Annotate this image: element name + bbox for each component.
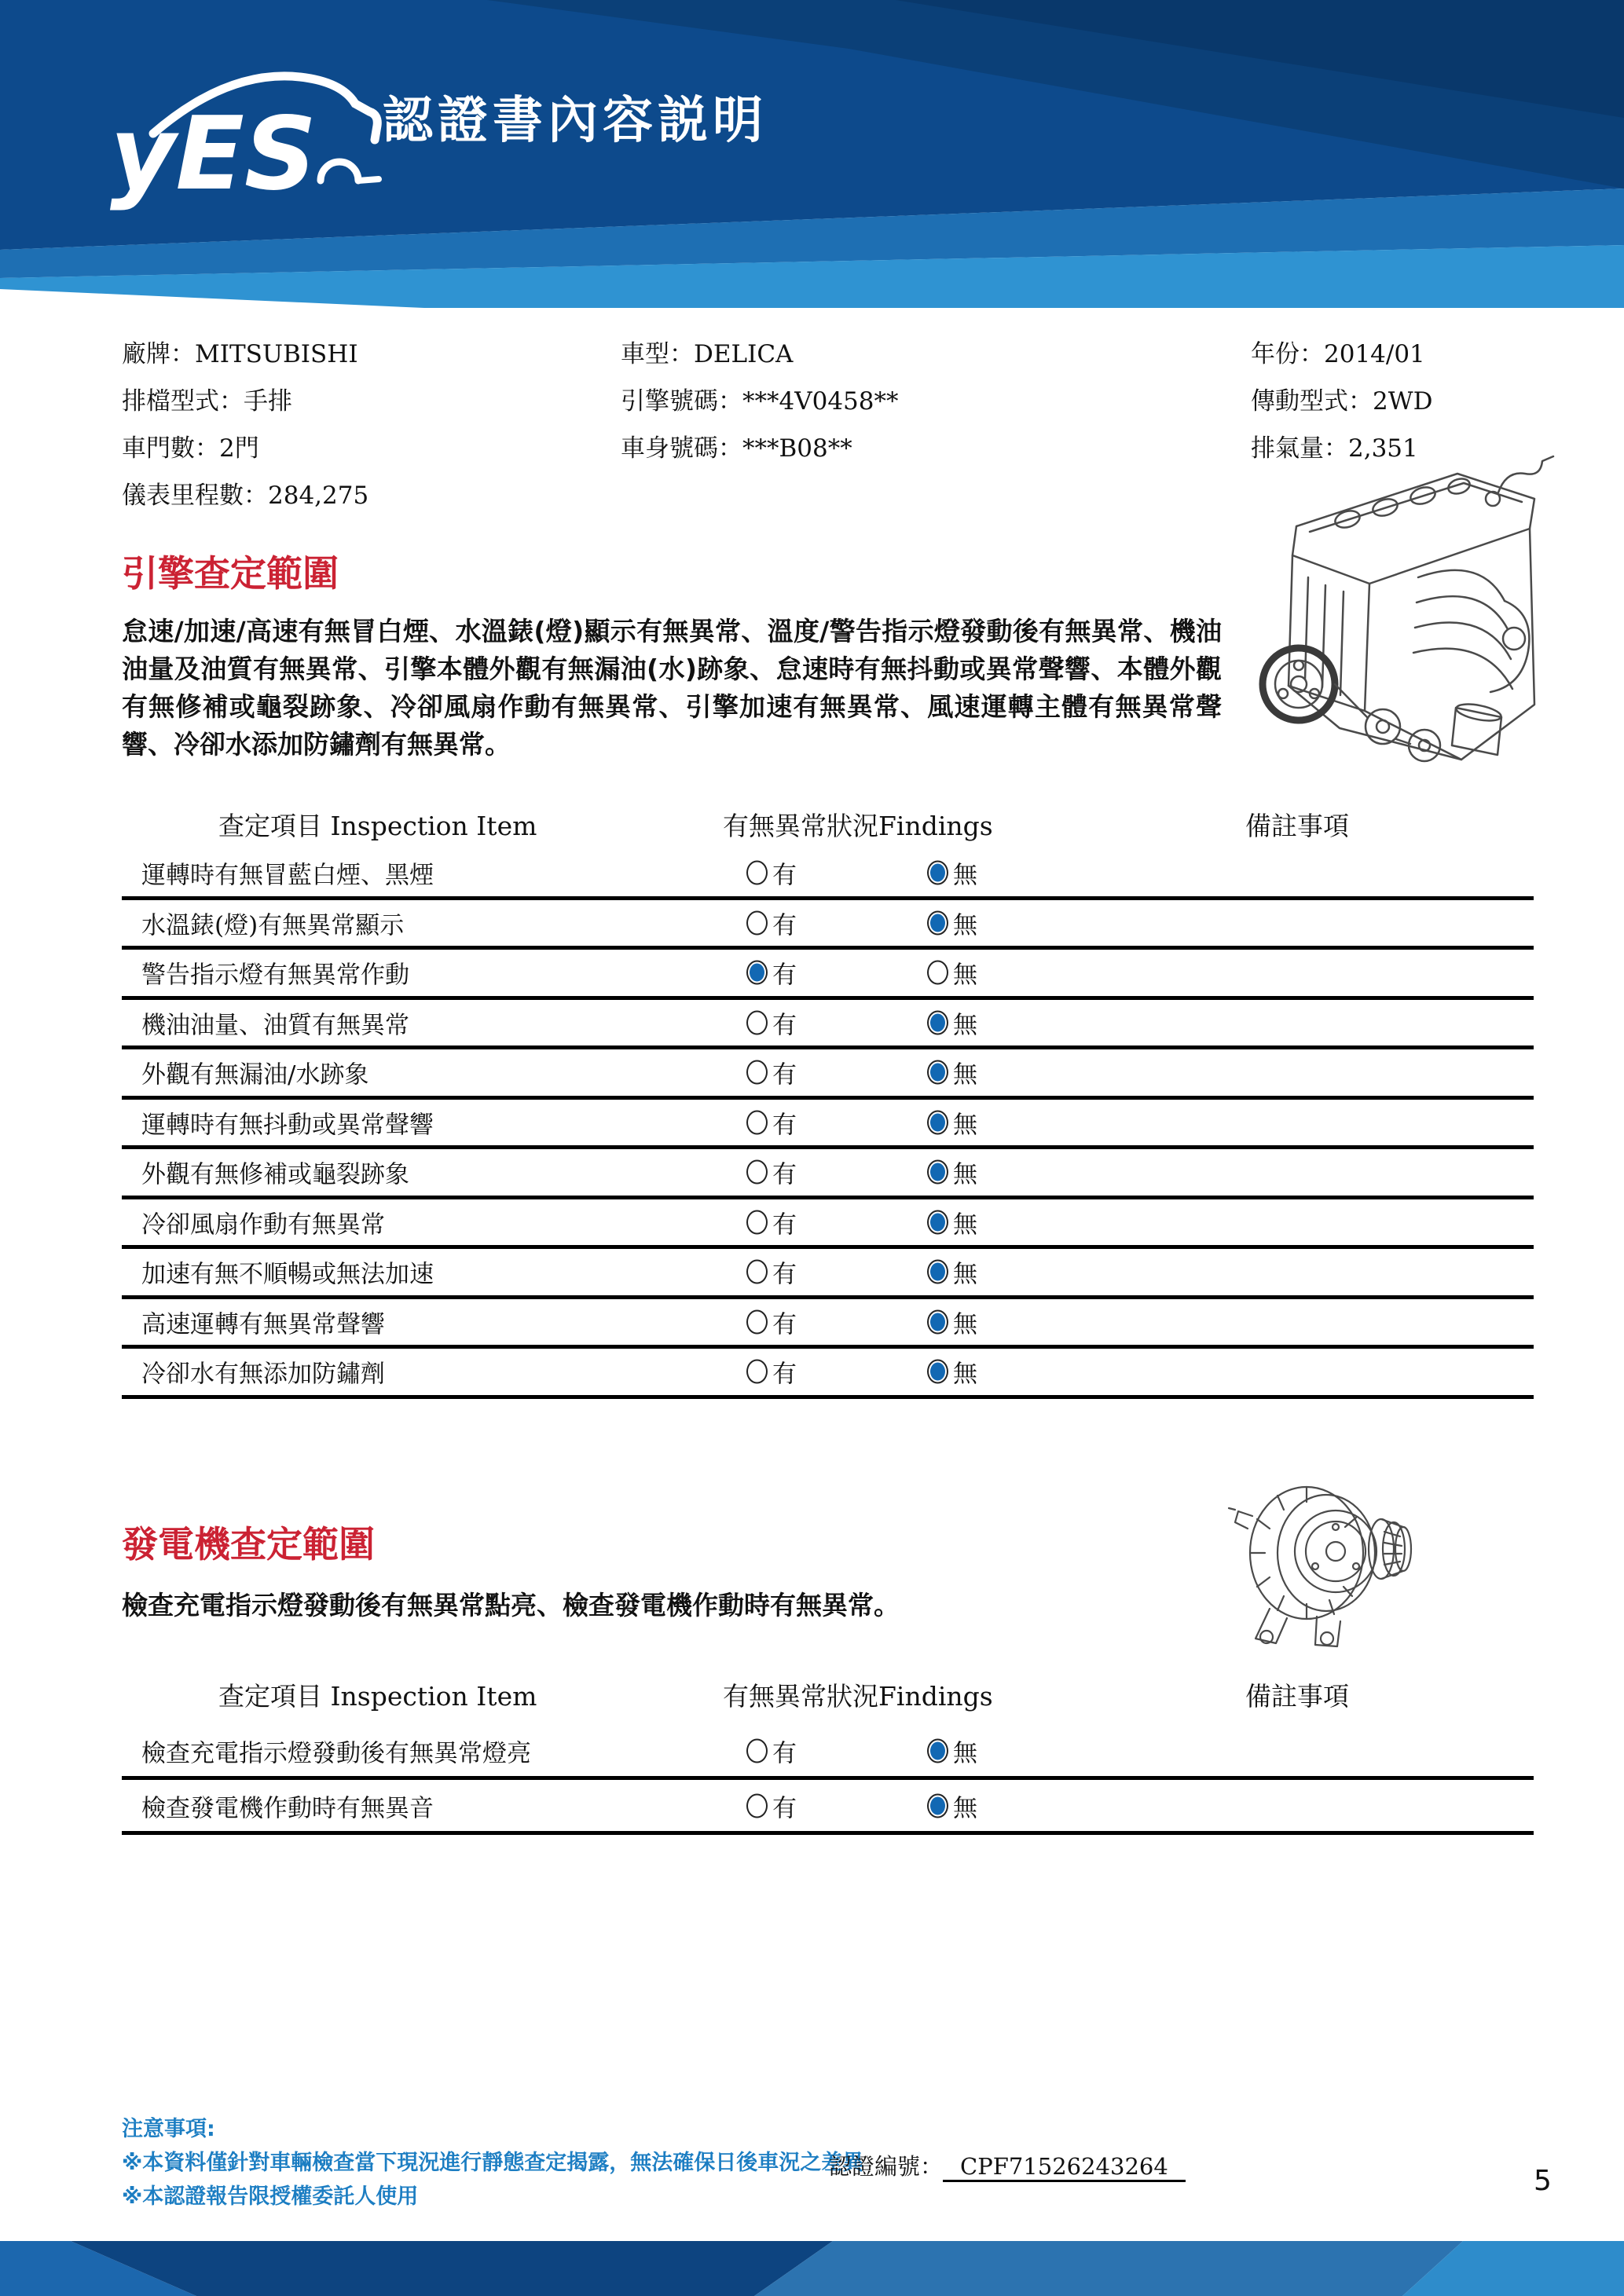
- inspection-row: [122, 1299, 1534, 1349]
- logo-text: yES: [110, 96, 317, 213]
- finding-option-yes: [746, 1055, 797, 1090]
- radio-label-no: 無: [953, 911, 977, 940]
- table1-col-remarks: 備註事項: [1245, 811, 1349, 841]
- radio-no[interactable]: [927, 1309, 948, 1334]
- radio-no[interactable]: [927, 861, 948, 885]
- radio-no[interactable]: [927, 1260, 948, 1284]
- inspection-item-label: 運轉時有無抖動或異常聲響: [141, 1111, 434, 1140]
- inspection-item-label: 加速有無不順暢或無法加速: [141, 1260, 434, 1289]
- radio-no[interactable]: [927, 910, 948, 935]
- finding-option-yes: [746, 1254, 797, 1290]
- radio-label-no: 無: [953, 861, 977, 890]
- page-title: 認證書內容説明: [383, 92, 768, 150]
- radio-no[interactable]: [927, 961, 948, 985]
- page-number: 5: [1534, 2165, 1552, 2197]
- radio-label-yes: 有: [772, 1739, 797, 1767]
- note-line-2: ※本認證報告限授權委託人使用: [122, 2184, 419, 2209]
- vehicle-info-item: 排檔型式：手排: [122, 387, 292, 416]
- finding-option-no: [927, 1204, 977, 1240]
- radio-label-no: 無: [953, 1111, 977, 1140]
- vehicle-info-item: 車身號碼：***B08**: [621, 434, 852, 463]
- note-line-1: ※本資料僅針對車輛檢查當下現況進行靜態查定揭露，無法確保日後車況之差異: [122, 2151, 864, 2175]
- radio-label-no: 無: [953, 1794, 977, 1822]
- radio-no[interactable]: [927, 1060, 948, 1085]
- inspection-row: [122, 950, 1534, 1000]
- inspection-row: [122, 1100, 1534, 1150]
- radio-label-yes: 有: [772, 1310, 797, 1339]
- inspection-row: [122, 1149, 1534, 1199]
- radio-yes[interactable]: [746, 861, 768, 885]
- alternator-section-heading: 發電機查定範圍: [122, 1523, 375, 1565]
- certificate-number-label: 認證編號：: [829, 2153, 944, 2180]
- notes-title: 注意事項:: [122, 2117, 215, 2141]
- radio-label-yes: 有: [772, 1160, 797, 1189]
- radio-yes[interactable]: [746, 1210, 768, 1234]
- finding-option-yes: [746, 1354, 797, 1390]
- finding-option-yes: [746, 1304, 797, 1339]
- radio-label-yes: 有: [772, 911, 797, 940]
- alternator-section-description: 檢查充電指示燈發動後有無異常點亮、檢查發電機作動時有無異常。: [122, 1590, 900, 1620]
- certificate-number-value: CPF71526243264: [943, 2153, 1186, 2182]
- engine-inspection-table: [122, 850, 1534, 1399]
- certificate-number-line: [829, 2149, 1186, 2182]
- radio-label-no: 無: [953, 1739, 977, 1767]
- radio-no[interactable]: [927, 1160, 948, 1185]
- vehicle-info-item: 廠牌：MITSUBISHI: [122, 340, 358, 368]
- inspection-row: [122, 1249, 1534, 1299]
- finding-option-yes: [746, 1155, 797, 1190]
- radio-label-no: 無: [953, 1260, 977, 1289]
- alternator-illustration: [1224, 1470, 1421, 1651]
- footer-strip: [0, 2241, 1624, 2296]
- finding-option-no: [927, 1254, 977, 1290]
- finding-option-no: [927, 1354, 977, 1390]
- radio-label-yes: 有: [772, 1260, 797, 1289]
- radio-yes[interactable]: [746, 1738, 768, 1763]
- inspection-row: [122, 1000, 1534, 1050]
- finding-option-yes: [746, 1788, 797, 1823]
- finding-option-no: [927, 1055, 977, 1090]
- radio-yes[interactable]: [746, 1360, 768, 1384]
- vehicle-info-item: 傳動型式：2WD: [1251, 387, 1433, 416]
- finding-option-no: [927, 1304, 977, 1339]
- page-header: [0, 0, 1624, 308]
- radio-no[interactable]: [927, 1010, 948, 1034]
- vehicle-info-item: 車門數：2門: [122, 434, 259, 463]
- radio-label-yes: 有: [772, 1210, 797, 1240]
- table1-col-item: 查定項目 Inspection Item: [218, 811, 537, 841]
- table2-col-findings: 有無異常狀況Findings: [723, 1681, 993, 1712]
- radio-yes[interactable]: [746, 1793, 768, 1818]
- finding-option-no: [927, 905, 977, 940]
- finding-option-yes: [746, 1204, 797, 1240]
- radio-label-yes: 有: [772, 1794, 797, 1822]
- radio-label-no: 無: [953, 1360, 977, 1389]
- vehicle-info-item: 排氣量：2,351: [1251, 434, 1418, 463]
- inspection-item-label: 水溫錶(燈)有無異常顯示: [141, 911, 405, 940]
- finding-option-yes: [746, 1005, 797, 1040]
- yes-logo: [110, 55, 385, 236]
- table2-col-remarks: 備註事項: [1245, 1681, 1349, 1712]
- radio-no[interactable]: [927, 1793, 948, 1818]
- radio-label-no: 無: [953, 1011, 977, 1040]
- radio-yes[interactable]: [746, 1010, 768, 1034]
- radio-label-no: 無: [953, 1310, 977, 1339]
- finding-option-no: [927, 1005, 977, 1040]
- table2-col-item: 查定項目 Inspection Item: [218, 1681, 537, 1712]
- finding-option-yes: [746, 905, 797, 940]
- radio-yes[interactable]: [746, 1110, 768, 1134]
- radio-no[interactable]: [927, 1110, 948, 1134]
- inspection-item-label: 警告指示燈有無異常作動: [141, 961, 409, 990]
- radio-label-yes: 有: [772, 961, 797, 990]
- vehicle-info-item: 引擎號碼：***4V0458**: [621, 387, 899, 416]
- radio-no[interactable]: [927, 1210, 948, 1234]
- finding-option-no: [927, 1155, 977, 1190]
- inspection-item-label: 檢查發電機作動時有無異音: [141, 1794, 434, 1822]
- radio-yes[interactable]: [746, 1060, 768, 1085]
- engine-section-heading: 引擎查定範圍: [122, 552, 339, 595]
- inspection-row: [122, 1349, 1534, 1399]
- radio-yes[interactable]: [746, 910, 768, 935]
- inspection-row: [122, 1199, 1534, 1250]
- inspection-row: [122, 1725, 1534, 1780]
- radio-label-yes: 有: [772, 1060, 797, 1089]
- radio-label-no: 無: [953, 961, 977, 990]
- radio-label-no: 無: [953, 1060, 977, 1089]
- radio-label-yes: 有: [772, 1011, 797, 1040]
- finding-option-no: [927, 855, 977, 891]
- vehicle-info-item: 車型：DELICA: [621, 340, 794, 368]
- radio-no[interactable]: [927, 1738, 948, 1763]
- radio-label-no: 無: [953, 1160, 977, 1189]
- inspection-item-label: 外觀有無修補或龜裂跡象: [141, 1160, 409, 1189]
- inspection-row: [122, 900, 1534, 950]
- inspection-item-label: 高速運轉有無異常聲響: [141, 1310, 385, 1339]
- radio-yes[interactable]: [746, 1260, 768, 1284]
- table1-col-findings: 有無異常狀況Findings: [723, 811, 993, 841]
- engine-section-description: 怠速/加速/高速有無冒白煙、水溫錶(燈)顯示有無異常、溫度/警告指示燈發動後有無異常、機油油量及油質有無異常、引擎本體外觀有無漏油(水)跡象、怠速時有無抖動或異常聲響、本體外觀有無修補或龜裂跡象、冷卻風扇作動有無異常、引擎加速有無異常、風速運轉主體有無異常聲響、冷卻水添加防鏽劑有無異常。: [122, 616, 1222, 760]
- finding-option-no: [927, 1733, 977, 1768]
- finding-option-yes: [746, 855, 797, 891]
- alternator-inspection-table: [122, 1725, 1534, 1835]
- inspection-item-label: 機油油量、油質有無異常: [141, 1011, 409, 1040]
- finding-option-no: [927, 1104, 977, 1140]
- vehicle-info-item: 儀表里程數：284,275: [122, 482, 369, 510]
- finding-option-yes: [746, 955, 797, 991]
- vehicle-info-item: 年份：2014/01: [1251, 340, 1425, 368]
- inspection-item-label: 外觀有無漏油/水跡象: [141, 1060, 369, 1089]
- finding-option-no: [927, 1788, 977, 1823]
- radio-label-yes: 有: [772, 861, 797, 890]
- finding-option-no: [927, 955, 977, 991]
- radio-yes[interactable]: [746, 1160, 768, 1185]
- radio-no[interactable]: [927, 1360, 948, 1384]
- inspection-row: [122, 1049, 1534, 1100]
- radio-label-yes: 有: [772, 1360, 797, 1389]
- inspection-item-label: 冷卻風扇作動有無異常: [141, 1210, 385, 1240]
- radio-yes[interactable]: [746, 961, 768, 985]
- radio-yes[interactable]: [746, 1309, 768, 1334]
- finding-option-yes: [746, 1733, 797, 1768]
- inspection-item-label: 運轉時有無冒藍白煙、黑煙: [141, 861, 434, 890]
- engine-illustration: [1222, 452, 1571, 770]
- inspection-row: [122, 850, 1534, 900]
- inspection-item-label: 檢查充電指示燈發動後有無異常燈亮: [141, 1739, 531, 1767]
- finding-option-yes: [746, 1104, 797, 1140]
- inspection-row: [122, 1780, 1534, 1835]
- radio-label-yes: 有: [772, 1111, 797, 1140]
- radio-label-no: 無: [953, 1210, 977, 1240]
- inspection-item-label: 冷卻水有無添加防鏽劑: [141, 1360, 385, 1389]
